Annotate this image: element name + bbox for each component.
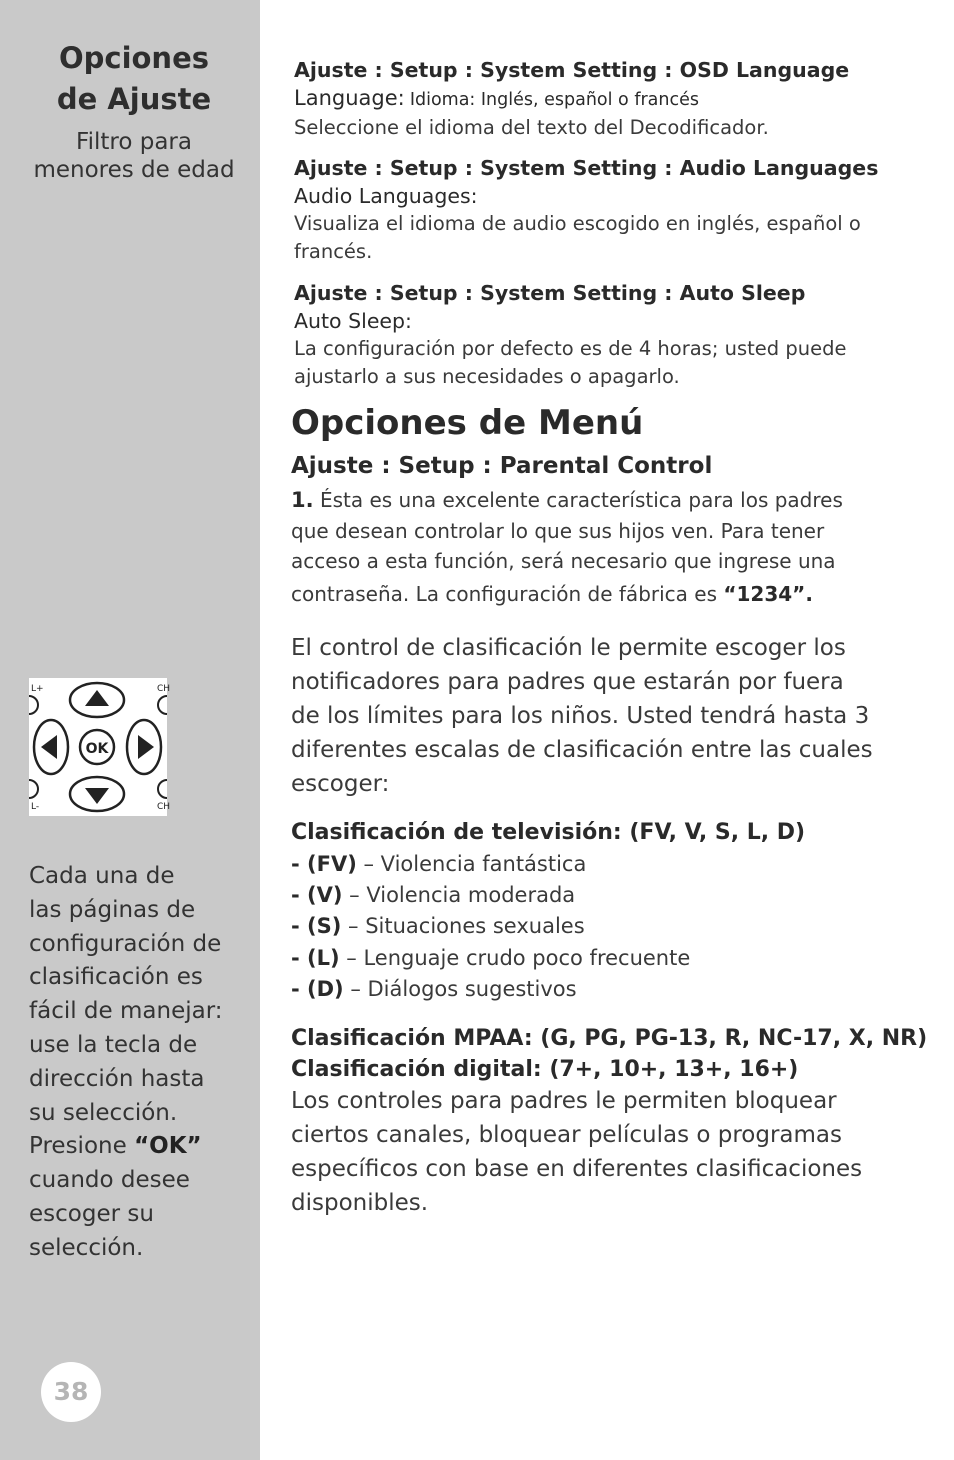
list-item xyxy=(291,943,891,974)
sidebar-title-line: Opciones xyxy=(58,41,210,75)
paragraph-line: de los límites para los niños. Usted tendrá hasta 3 xyxy=(291,703,870,729)
intro-line xyxy=(291,485,891,516)
item-number: 1. xyxy=(291,488,314,512)
rating-code: - (L) xyxy=(291,945,340,970)
remote-label-top-right: CH xyxy=(157,684,171,694)
sleep-desc-line: La configuración por defecto es de 4 horas; usted puede xyxy=(294,337,847,360)
sidebar-subtitle xyxy=(0,128,268,184)
help-line: fácil de manejar: xyxy=(29,998,223,1025)
sidebar-title-line: de Ajuste xyxy=(56,82,212,116)
help-line: clasificación es xyxy=(29,964,203,991)
remote-dpad-illustration xyxy=(29,678,171,816)
osd-desc: Seleccione el idioma del texto del Decodificador. xyxy=(294,116,769,139)
ok-label: OK xyxy=(85,741,109,757)
sidebar-subtitle-line: Filtro para xyxy=(76,129,192,155)
paragraph-line: disponibles. xyxy=(291,1190,429,1216)
rating-code: - (V) xyxy=(291,883,343,908)
paragraph-line: ciertos canales, bloquear películas o programas xyxy=(291,1122,843,1148)
paragraph-line: diferentes escalas de clasificación entre las cuales xyxy=(291,737,873,763)
remote-label-bottom-left: L- xyxy=(31,802,40,812)
audio-desc-line: francés. xyxy=(294,240,373,263)
list-item xyxy=(291,974,891,1005)
paragraph-line: El control de clasificación le permite escoger los xyxy=(291,635,846,661)
audio-language-section xyxy=(294,154,894,266)
auto-sleep-section xyxy=(294,279,894,391)
tv-rating-list xyxy=(291,849,891,1005)
osd-value: Idioma: Inglés, español o francés xyxy=(409,90,699,110)
sidebar-subtitle-line: menores de edad xyxy=(33,157,235,183)
rating-desc: – Diálogos sugestivos xyxy=(343,976,577,1001)
remote-label-top-left: L+ xyxy=(31,684,44,694)
rating-desc: – Violencia moderada xyxy=(342,883,576,908)
paragraph-line: específicos con base en diferentes clasificaciones xyxy=(291,1156,863,1182)
list-item xyxy=(291,880,891,911)
sleep-label: Auto Sleep: xyxy=(294,309,412,333)
rating-code: - (FV) xyxy=(291,852,357,876)
digital-heading: Clasificación digital: (7+, 10+, 13+, 16+) xyxy=(291,1057,799,1082)
rating-desc: – Situaciones sexuales xyxy=(341,914,585,939)
help-line xyxy=(29,1130,254,1164)
osd-language-line xyxy=(294,84,894,114)
help-ok-key: “OK” xyxy=(134,1133,202,1160)
help-line: escoger su xyxy=(29,1200,154,1227)
intro-text: contraseña. La configuración de fábrica es xyxy=(291,581,717,606)
sleep-path: Ajuste : Setup : System Setting : Auto Sleep xyxy=(294,281,806,305)
paragraph-line: escoger: xyxy=(291,771,390,797)
factory-code: “1234”. xyxy=(723,581,813,606)
sidebar xyxy=(0,0,260,1460)
menu-title: Opciones de Menú xyxy=(291,403,644,443)
rating-code: - (D) xyxy=(291,976,344,1001)
help-line: dirección hasta xyxy=(29,1065,205,1092)
page-number: 38 xyxy=(41,1362,101,1422)
help-press: Presione xyxy=(29,1133,127,1160)
remote-label-bottom-right: CH xyxy=(157,802,171,812)
mpaa-heading: Clasificación MPAA: (G, PG, PG-13, R, NC-17, X, NR) xyxy=(291,1026,928,1051)
rating-code: - (S) xyxy=(291,914,342,939)
help-line: configuración de xyxy=(29,930,222,957)
list-item xyxy=(291,849,891,880)
parental-control-intro xyxy=(291,485,891,609)
help-line: selección. xyxy=(29,1234,144,1261)
paragraph-line: Los controles para padres le permiten bloquear xyxy=(291,1088,837,1114)
list-item xyxy=(291,911,891,942)
dpad-icon xyxy=(29,678,171,816)
rating-desc: – Violencia fantástica xyxy=(356,852,587,876)
osd-language-section xyxy=(294,56,894,142)
sidebar-help-text xyxy=(29,860,254,1266)
rating-control-paragraph xyxy=(291,631,891,801)
audio-label: Audio Languages: xyxy=(294,184,478,208)
menu-path: Ajuste : Setup : Parental Control xyxy=(291,453,713,479)
parental-block-paragraph xyxy=(291,1084,891,1220)
rating-desc: – Lenguaje crudo poco frecuente xyxy=(339,945,691,970)
osd-label: Language: xyxy=(294,86,405,110)
help-line: las páginas de xyxy=(29,896,196,923)
osd-path: Ajuste : Setup : System Setting : OSD Language xyxy=(294,58,850,82)
help-line: Cada una de xyxy=(29,863,175,889)
intro-line: acceso a esta función, será necesario que ingrese una xyxy=(291,549,836,573)
intro-line xyxy=(291,579,891,610)
sleep-desc-line: ajustarlo a sus necesidades o apagarlo. xyxy=(294,365,680,388)
audio-path: Ajuste : Setup : System Setting : Audio Languages xyxy=(294,156,879,180)
help-line: su selección. xyxy=(29,1099,178,1126)
help-line: use la tecla de xyxy=(29,1031,198,1058)
help-line: cuando desee xyxy=(29,1167,190,1194)
tv-rating-heading: Clasificación de televisión: (FV, V, S, L, D) xyxy=(291,820,806,845)
intro-text: Ésta es una excelente característica para los padres xyxy=(319,488,843,512)
sidebar-title xyxy=(0,38,268,120)
audio-desc-line: Visualiza el idioma de audio escogido en inglés, español o xyxy=(294,212,861,235)
intro-line: que desean controlar lo que sus hijos ven. Para tener xyxy=(291,518,825,543)
paragraph-line: notificadores para padres que estarán por fuera xyxy=(291,669,844,695)
